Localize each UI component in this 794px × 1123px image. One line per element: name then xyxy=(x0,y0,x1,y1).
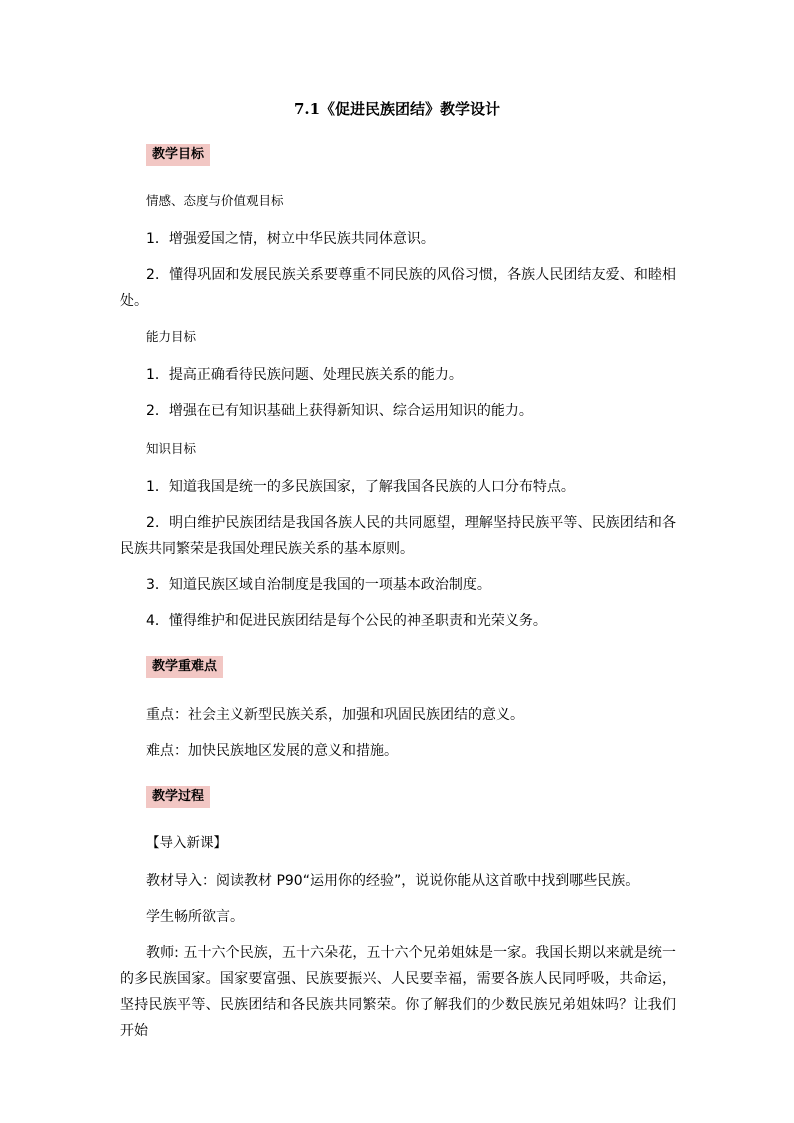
intro-paragraph: 教材导入：阅读教材 P90“运用你的经验”，说说你能从这首歌中找到哪些民族。 xyxy=(146,873,640,889)
emotion-goal-item: 2．懂得巩固和发展民族关系要尊重不同民族的风俗习惯，各族人民团结友爱、和睦相处。 xyxy=(120,267,676,309)
section-badge-teaching-goals: 教学目标 xyxy=(146,144,210,166)
emotion-goals-heading: 情感、态度与价值观目标 xyxy=(146,193,284,208)
ability-goal-item: 1．提高正确看待民族问题、处理民族关系的能力。 xyxy=(146,367,463,383)
ability-goal-item: 2．增强在已有知识基础上获得新知识、综合运用知识的能力。 xyxy=(146,403,533,419)
knowledge-goal-item: 2．明白维护民族团结是我国各族人民的共同愿望，理解坚持民族平等、民族团结和各民族共同繁荣是我国处理民族关系的基本原则。 xyxy=(120,515,676,557)
emotion-goal-item: 1．增强爱国之情，树立中华民族共同体意识。 xyxy=(146,231,435,247)
ability-goals-heading: 能力目标 xyxy=(146,329,197,344)
knowledge-goal-item: 3．知道民族区域自治制度是我国的一项基本政治制度。 xyxy=(146,577,491,593)
key-point: 重点：社会主义新型民族关系，加强和巩固民族团结的意义。 xyxy=(146,707,524,723)
section-badge-teaching-process: 教学过程 xyxy=(146,786,210,808)
intro-heading: 【导入新课】 xyxy=(146,835,227,851)
intro-paragraph: 学生畅所欲言。 xyxy=(146,909,244,925)
difficult-point: 难点：加快民族地区发展的意义和措施。 xyxy=(146,743,398,759)
section-badge-key-difficult-points: 教学重难点 xyxy=(146,656,223,678)
knowledge-goal-item: 4．懂得维护和促进民族团结是每个公民的神圣职责和光荣义务。 xyxy=(146,613,547,629)
knowledge-goal-item: 1．知道我国是统一的多民族国家，了解我国各民族的人口分布特点。 xyxy=(146,479,575,495)
intro-paragraph: 教师: 五十六个民族，五十六朵花，五十六个兄弟姐妹是一家。我国长期以来就是统一的多民族国家。国家要富强、民族要振兴、人民要幸福，需要各族人民同呼吸，共命运，坚持民族平等、民族团结和各民族共同繁荣。你了解我们的少数民族兄弟姐妹吗？让我们开始 xyxy=(120,945,676,1039)
knowledge-goals-heading: 知识目标 xyxy=(146,441,197,456)
document-title: 7.1《促进民族团结》教学设计 xyxy=(293,100,501,118)
